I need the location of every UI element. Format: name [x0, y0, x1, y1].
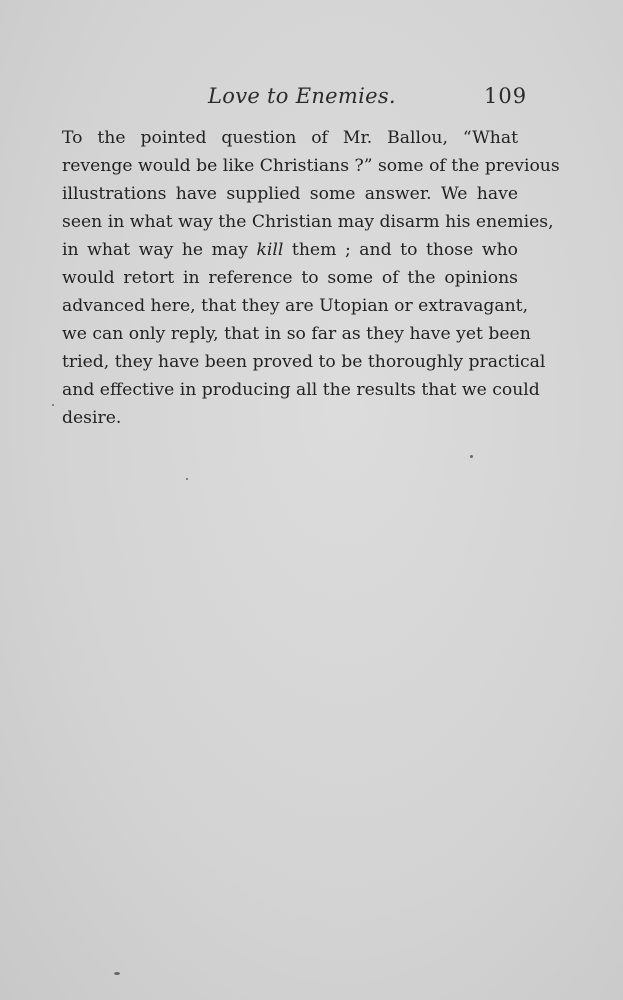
page-number: 109	[484, 84, 528, 108]
text-line: revenge would be like Christians ?” some of the previous	[62, 156, 560, 176]
text-line: and effective in producing all the results that we could	[62, 380, 540, 400]
body-paragraph	[62, 124, 560, 432]
text-line-end: them ; and to those who	[283, 240, 518, 260]
paper-speck	[52, 404, 54, 406]
text-line: To the pointed question of Mr. Ballou, “What	[62, 128, 518, 148]
text-line: advanced here, that they are Utopian or extravagant,	[62, 296, 529, 316]
text-line: we can only reply, that in so far as they have yet been	[62, 324, 531, 344]
text-line: tried, they have been proved to be thoroughly practical	[62, 352, 546, 372]
text-line: illustrations have supplied some answer. We have	[62, 184, 518, 204]
paper-speck	[114, 972, 120, 975]
emphasized-word: kill	[256, 240, 284, 260]
text-line: desire.	[62, 408, 122, 428]
text-line-start: in what way he may	[62, 240, 257, 260]
paper-speck	[186, 478, 188, 480]
text-line: would retort in reference to some of the opinions	[62, 268, 518, 288]
paper-speck	[470, 455, 473, 458]
text-line	[62, 236, 518, 264]
text-line: seen in what way the Christian may disarm his enemies,	[62, 212, 554, 232]
page-header	[0, 84, 623, 114]
running-title: Love to Enemies.	[208, 84, 396, 108]
